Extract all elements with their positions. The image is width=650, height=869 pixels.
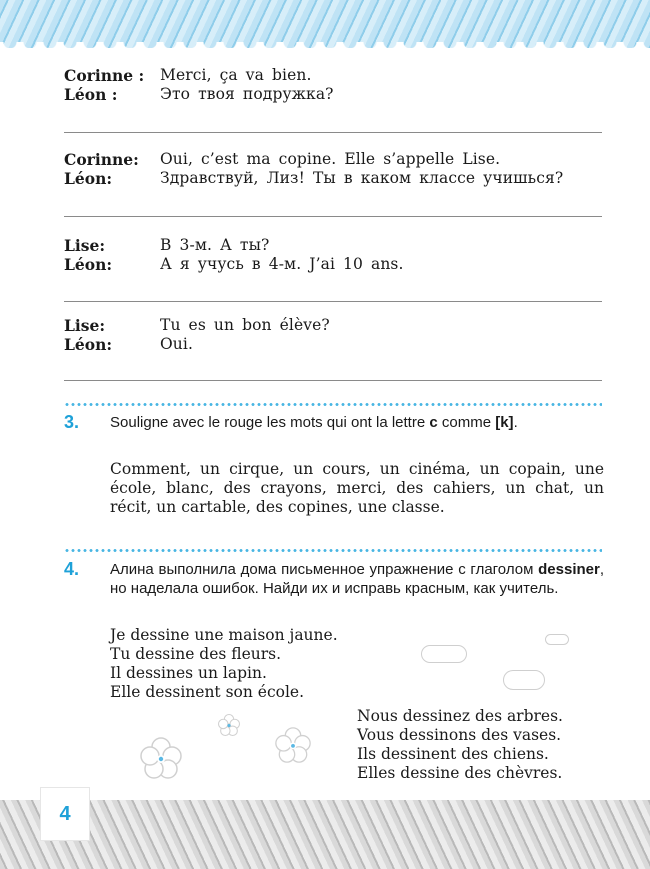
speaker-name: Corinne : xyxy=(64,66,145,85)
dialogue-line xyxy=(64,85,604,104)
speech-text: Oui, c’est ma copine. Elle s’appelle Lise. xyxy=(160,150,501,168)
exercise-3-number: 3. xyxy=(64,412,80,432)
speaker-name: Léon: xyxy=(64,255,113,274)
dialogue-line xyxy=(64,236,604,255)
section-divider-dotted xyxy=(64,403,602,406)
section-divider-dotted xyxy=(64,549,602,552)
answer-line xyxy=(64,132,602,133)
dialogue-line xyxy=(64,316,604,335)
speech-text: Tu es un bon élève? xyxy=(160,316,330,334)
speaker-name: Léon : xyxy=(64,85,118,104)
dialogue-block-4 xyxy=(64,316,604,354)
exercise-3-word-list: Comment, un cirque, un cours, un cinéma, un copain, une école, blanc, des crayons, merci, des cahiers, un chat, un récit, un cartable, des copines, une classe. xyxy=(110,460,604,516)
exercise-4-sentences-left xyxy=(110,626,338,702)
sentence-line: Vous dessinons des vases. xyxy=(357,726,562,744)
sentence-line: Je dessine une maison jaune. xyxy=(110,626,338,644)
dialogue-line xyxy=(64,255,604,274)
sentence-line: Nous dessinez des arbres. xyxy=(357,707,563,725)
dialogue-line xyxy=(64,169,604,188)
answer-line xyxy=(64,301,602,302)
sentence-line: Elles dessine des chèvres. xyxy=(357,764,563,782)
exercise-4-sentences-right xyxy=(357,707,563,783)
speaker-name: Léon: xyxy=(64,335,113,354)
flower-icon xyxy=(140,737,182,779)
sentence-line: Elle dessinent son école. xyxy=(110,683,305,701)
speech-text: Здравствуй, Лиз! Ты в каком классе учишься? xyxy=(160,169,564,187)
speaker-name: Lise: xyxy=(64,236,106,255)
top-decorative-band xyxy=(0,0,650,48)
sentence-line: Ils dessinent des chiens. xyxy=(357,745,549,763)
cloud-icon xyxy=(421,645,467,663)
dialogue-line xyxy=(64,66,604,85)
cloud-icon xyxy=(545,634,569,645)
sentence-line: Il dessines un lapin. xyxy=(110,664,267,682)
speech-text: А я учусь в 4-м. J’ai 10 ans. xyxy=(160,255,404,273)
speech-text: В 3-м. А ты? xyxy=(160,236,270,254)
answer-line xyxy=(64,380,602,381)
dialogue-block-2 xyxy=(64,150,604,188)
flower-icon xyxy=(218,714,240,736)
exercise-3-instruction: Souligne avec le rouge les mots qui ont la lettre c comme [k]. xyxy=(110,414,518,431)
answer-line xyxy=(64,216,602,217)
sentence-line: Tu dessine des fleurs. xyxy=(110,645,282,663)
dialogue-block-3 xyxy=(64,236,604,274)
speaker-name: Lise: xyxy=(64,316,106,335)
bottom-decorative-band xyxy=(0,800,650,869)
cloud-icon xyxy=(503,670,545,690)
page-number: 4 xyxy=(41,788,89,840)
dialogue-block-1 xyxy=(64,66,604,104)
dialogue-line xyxy=(64,335,604,354)
flower-icon xyxy=(275,727,311,763)
speaker-name: Léon: xyxy=(64,169,113,188)
dialogue-line xyxy=(64,150,604,169)
speech-text: Это твоя подружка? xyxy=(160,85,334,103)
speech-text: Oui. xyxy=(160,335,193,353)
exercise-4-number: 4. xyxy=(64,559,80,579)
exercise-4-instruction: Алина выполнила дома письменное упражнение с глаголом dessiner, но наделала ошибок. Найди их и исправь красным, как учитель. xyxy=(110,561,604,597)
speaker-name: Corinne: xyxy=(64,150,139,169)
speech-text: Merci, ça va bien. xyxy=(160,66,312,84)
